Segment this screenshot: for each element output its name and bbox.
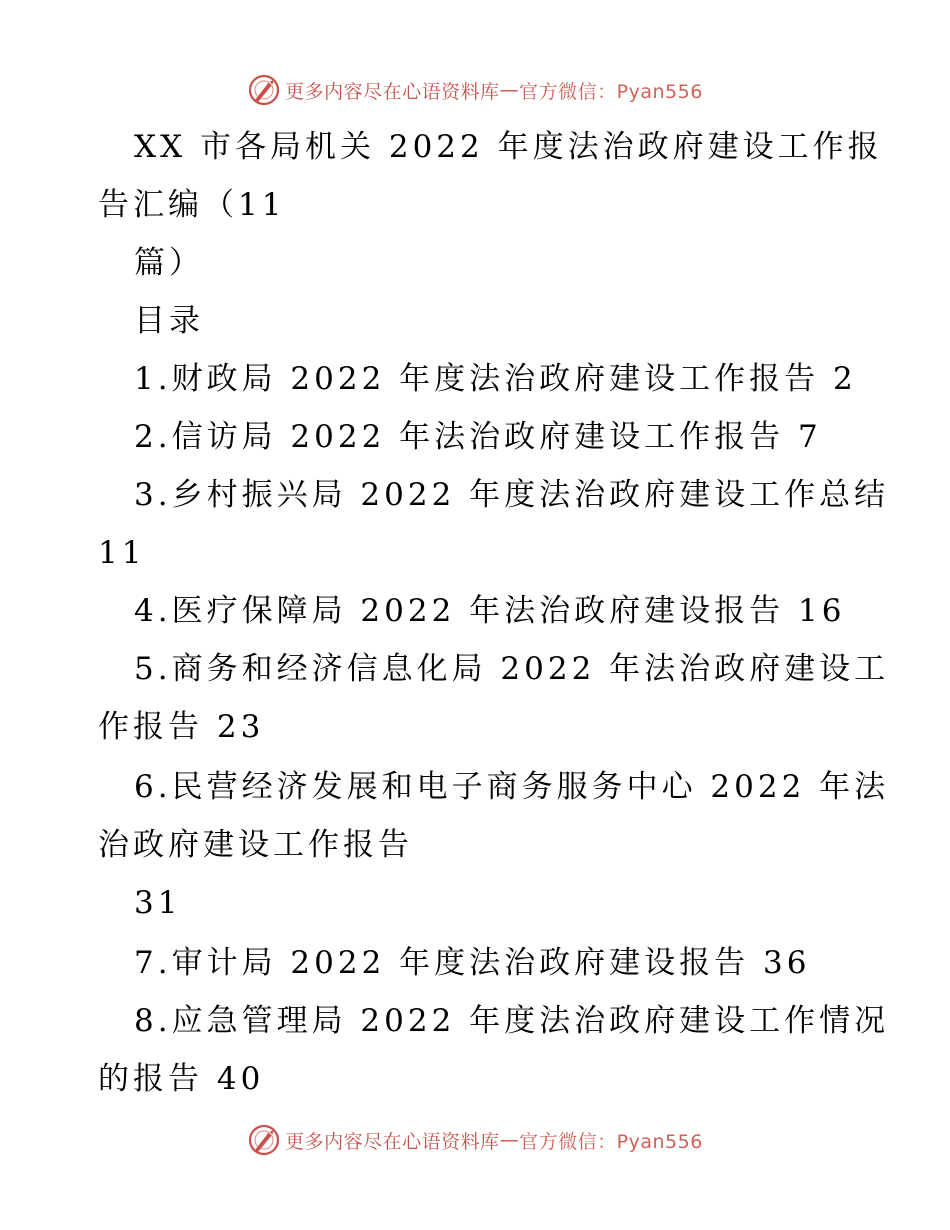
toc-entry: 8.应急管理局 2022 年度法治政府建设工作情况 xyxy=(134,1003,890,1039)
toc-entry-continuation: 作报告 23 xyxy=(98,709,265,745)
toc-entry: 6.民营经济发展和电子商务服务中心 2022 年法 xyxy=(134,769,890,805)
toc-entry: 1.财政局 2022 年度法治政府建设工作报告 2 xyxy=(134,361,857,397)
header-watermark xyxy=(0,72,950,108)
watermark-separator: — xyxy=(499,1129,520,1151)
footer-watermark xyxy=(0,1122,950,1158)
watermark-separator: — xyxy=(499,79,520,101)
toc-entry: 2.信访局 2022 年法治政府建设工作报告 7 xyxy=(134,419,822,455)
toc-heading: 目录 xyxy=(134,303,204,339)
toc-entry-continuation: 11 xyxy=(98,535,146,571)
toc-entry-continuation: 治政府建设工作报告 xyxy=(98,827,413,863)
toc-entry-continuation: 31 xyxy=(134,885,182,921)
document-title-line-3: 篇） xyxy=(134,245,204,281)
watermark-wechat-text: 官方微信：Pyan556 xyxy=(519,1130,703,1153)
document-title-line-1: XX 市各局机关 2022 年度法治政府建设工作报 xyxy=(134,129,883,165)
toc-entry: 7.审计局 2022 年度法治政府建设报告 36 xyxy=(134,945,811,981)
watermark-wechat-text: 官方微信：Pyan556 xyxy=(519,80,703,103)
watermark-site-text: 更多内容尽在心语资料库 xyxy=(285,80,500,103)
quill-pen-logo-icon xyxy=(247,1123,281,1157)
toc-entry-continuation: 的报告 40 xyxy=(98,1061,265,1097)
toc-entry: 4.医疗保障局 2022 年法治政府建设报告 16 xyxy=(134,593,846,629)
toc-entry: 3.乡村振兴局 2022 年度法治政府建设工作总结 xyxy=(134,477,890,513)
toc-entry: 5.商务和经济信息化局 2022 年法治政府建设工 xyxy=(134,651,890,687)
document-title-line-2: 告汇编（11 xyxy=(98,187,286,223)
watermark-site-text: 更多内容尽在心语资料库 xyxy=(285,1130,500,1153)
quill-pen-logo-icon xyxy=(247,73,281,107)
